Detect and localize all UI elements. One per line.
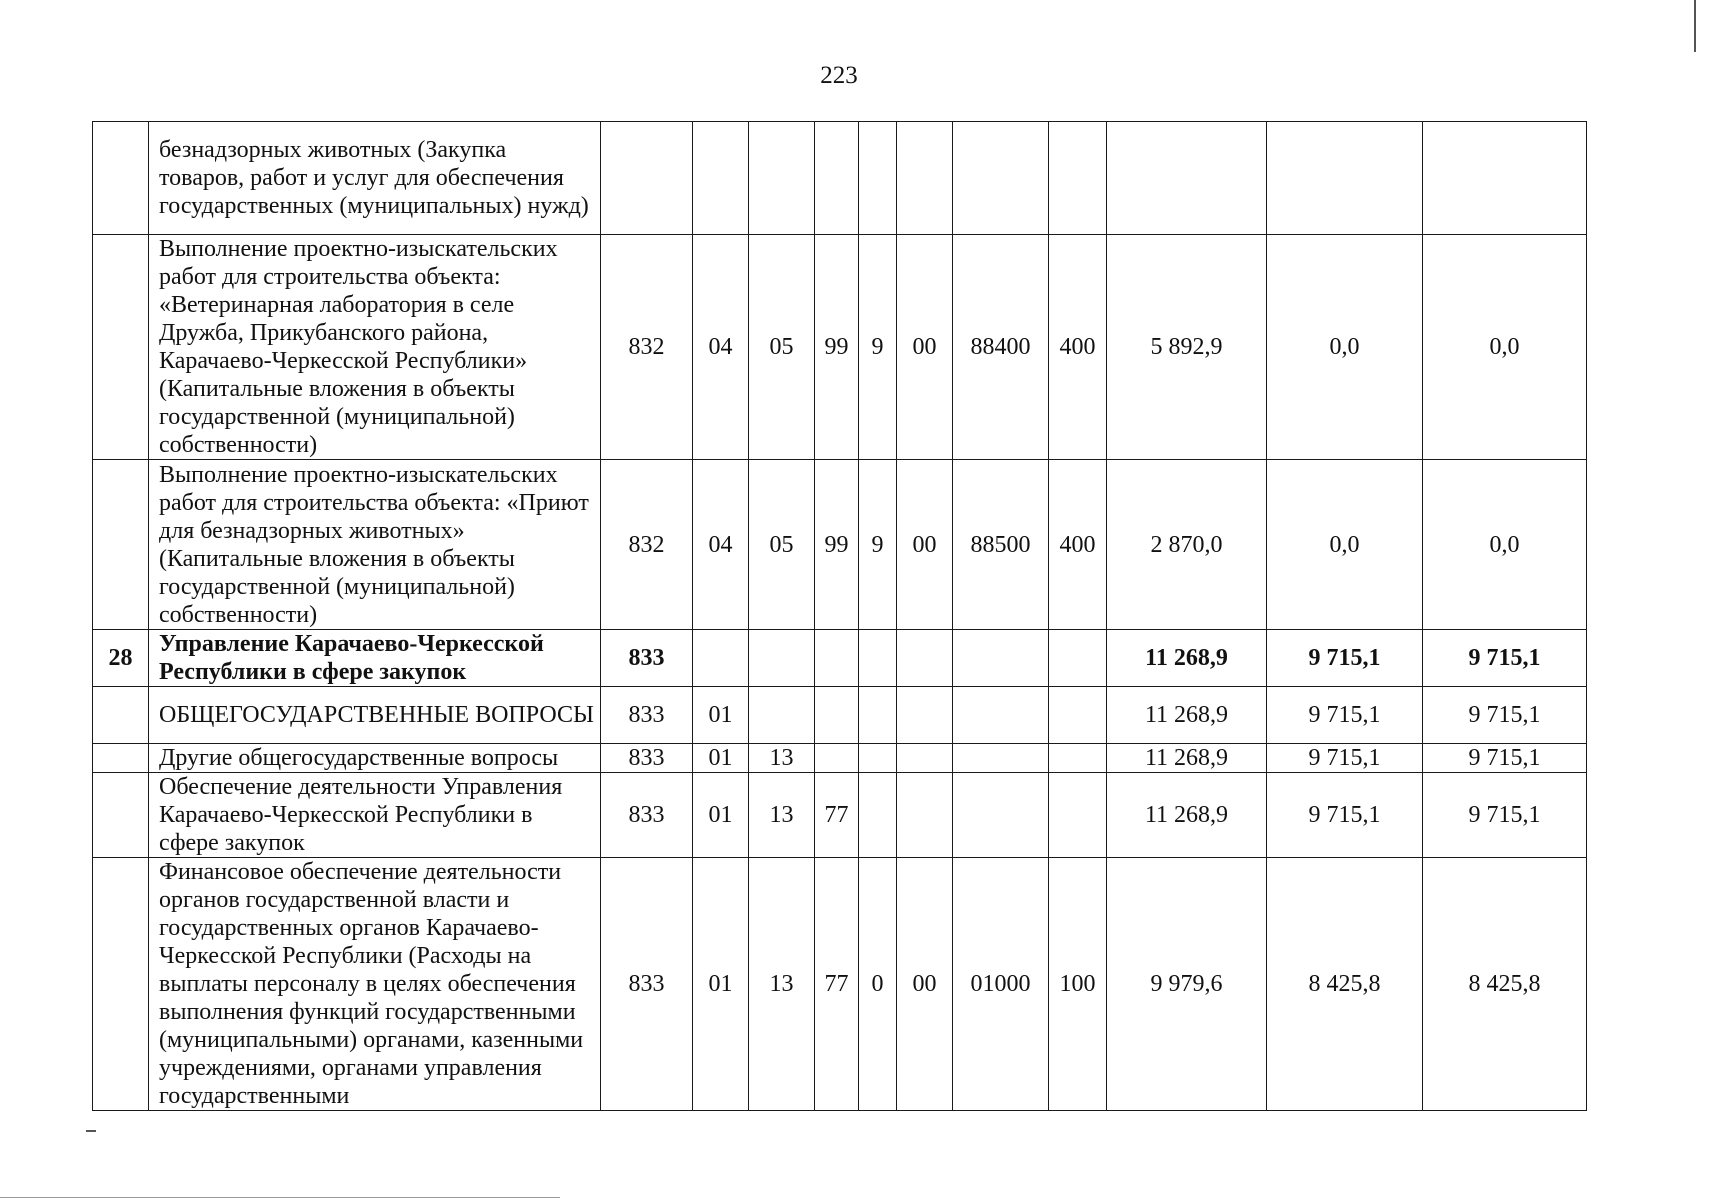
code-admin: 833 [601, 630, 693, 687]
code-direction: 01000 [953, 858, 1049, 1111]
row-description: Другие общегосударственные вопросы [149, 744, 601, 773]
code-section: 01 [693, 858, 749, 1111]
code-expense-type: 100 [1049, 858, 1107, 1111]
row-description: ОБЩЕГОСУДАРСТВЕННЫЕ ВОПРОСЫ [149, 687, 601, 744]
code-program: 77 [815, 858, 859, 1111]
code-subsection: 13 [749, 858, 815, 1111]
amount-year-3: 0,0 [1423, 460, 1587, 630]
amount-year-3: 9 715,1 [1423, 744, 1587, 773]
code-direction [953, 744, 1049, 773]
table-row [93, 744, 1587, 773]
row-number [93, 773, 149, 858]
row-description: безнадзорных животных (Закупка товаров, работ и услуг для обеспечения государственных (муниципальных) нужд) [149, 122, 601, 235]
table-row [93, 122, 1587, 235]
amount-year-2: 9 715,1 [1267, 773, 1423, 858]
code-subprogram: 9 [859, 235, 897, 460]
amount-year-2: 9 715,1 [1267, 630, 1423, 687]
code-section: 01 [693, 773, 749, 858]
amount-year-1: 11 268,9 [1107, 773, 1267, 858]
code-program [815, 630, 859, 687]
row-number [93, 122, 149, 235]
code-direction [953, 773, 1049, 858]
amount-year-1: 5 892,9 [1107, 235, 1267, 460]
code-section: 04 [693, 235, 749, 460]
code-admin: 833 [601, 744, 693, 773]
code-subprogram [859, 122, 897, 235]
code-subprogram [859, 630, 897, 687]
code-direction: 88500 [953, 460, 1049, 630]
page-number: 223 [820, 62, 858, 89]
code-section: 01 [693, 744, 749, 773]
code-expense-type [1049, 630, 1107, 687]
code-direction: 88400 [953, 235, 1049, 460]
scan-artifact-right [1694, 0, 1696, 52]
row-description: Выполнение проектно-изыскательских работ для строительства объекта: «Приют для безнадзорных животных» (Капитальные вложения в объекты государственной (муниципальной) собственности) [149, 460, 601, 630]
code-direction [953, 687, 1049, 744]
amount-year-2 [1267, 122, 1423, 235]
amount-year-2: 9 715,1 [1267, 687, 1423, 744]
code-section [693, 122, 749, 235]
code-direction [953, 630, 1049, 687]
code-admin: 832 [601, 460, 693, 630]
code-program [815, 122, 859, 235]
row-description: Обеспечение деятельности Управления Карачаево-Черкесской Республики в сфере закупок [149, 773, 601, 858]
row-description: Финансовое обеспечение деятельности органов государственной власти и государственных органов Карачаево-Черкесской Республики (Расходы на выплаты персоналу в целях обеспечения выполнения функций государственными (муниципальными) органами, казенными учреждениями, органами управления государственными [149, 858, 601, 1111]
code-subsection [749, 122, 815, 235]
budget-table [92, 121, 1587, 1111]
code-admin: 832 [601, 235, 693, 460]
amount-year-1: 11 268,9 [1107, 687, 1267, 744]
row-description: Управление Карачаево-Черкесской Республики в сфере закупок [149, 630, 601, 687]
code-subprogram [859, 687, 897, 744]
table-row [93, 460, 1587, 630]
amount-year-3 [1423, 122, 1587, 235]
code-expense-type: 400 [1049, 235, 1107, 460]
amount-year-3: 0,0 [1423, 235, 1587, 460]
code-expense-type [1049, 122, 1107, 235]
amount-year-1: 2 870,0 [1107, 460, 1267, 630]
code-admin: 833 [601, 687, 693, 744]
row-number [93, 460, 149, 630]
table-row [93, 858, 1587, 1111]
code-subprogram: 0 [859, 858, 897, 1111]
code-main-activity [897, 630, 953, 687]
row-description: Выполнение проектно-изыскательских работ для строительства объекта: «Ветеринарная лаборатория в селе Дружба, Прикубанского района, Карачаево-Черкесской Республики» (Капитальные вложения в объекты государственной (муниципальной) собственности) [149, 235, 601, 460]
code-program [815, 687, 859, 744]
code-admin: 833 [601, 858, 693, 1111]
amount-year-3: 9 715,1 [1423, 773, 1587, 858]
scan-artifact-left [86, 1130, 96, 1132]
amount-year-1: 11 268,9 [1107, 630, 1267, 687]
code-main-activity: 00 [897, 858, 953, 1111]
code-program [815, 744, 859, 773]
code-program: 99 [815, 460, 859, 630]
code-section: 04 [693, 460, 749, 630]
amount-year-2: 8 425,8 [1267, 858, 1423, 1111]
row-number [93, 858, 149, 1111]
code-main-activity: 00 [897, 460, 953, 630]
code-main-activity [897, 744, 953, 773]
amount-year-3: 9 715,1 [1423, 630, 1587, 687]
table-row [93, 773, 1587, 858]
amount-year-2: 0,0 [1267, 235, 1423, 460]
code-subsection: 13 [749, 744, 815, 773]
code-subsection [749, 687, 815, 744]
code-program: 99 [815, 235, 859, 460]
code-main-activity [897, 773, 953, 858]
code-section [693, 630, 749, 687]
code-subsection: 05 [749, 460, 815, 630]
code-section: 01 [693, 687, 749, 744]
code-subprogram [859, 744, 897, 773]
amount-year-2: 0,0 [1267, 460, 1423, 630]
amount-year-2: 9 715,1 [1267, 744, 1423, 773]
amount-year-1: 11 268,9 [1107, 744, 1267, 773]
table-row [93, 235, 1587, 460]
code-main-activity: 00 [897, 235, 953, 460]
scan-artifact-bottom [0, 1197, 560, 1198]
code-program: 77 [815, 773, 859, 858]
amount-year-1: 9 979,6 [1107, 858, 1267, 1111]
row-number: 28 [93, 630, 149, 687]
row-number [93, 687, 149, 744]
code-admin [601, 122, 693, 235]
table-row [93, 687, 1587, 744]
code-expense-type [1049, 687, 1107, 744]
code-subsection [749, 630, 815, 687]
row-number [93, 235, 149, 460]
amount-year-1 [1107, 122, 1267, 235]
table-row-section [93, 630, 1587, 687]
code-subsection: 13 [749, 773, 815, 858]
code-main-activity [897, 122, 953, 235]
code-subprogram [859, 773, 897, 858]
code-expense-type [1049, 744, 1107, 773]
code-direction [953, 122, 1049, 235]
amount-year-3: 8 425,8 [1423, 858, 1587, 1111]
code-admin: 833 [601, 773, 693, 858]
row-number [93, 744, 149, 773]
code-expense-type: 400 [1049, 460, 1107, 630]
code-subsection: 05 [749, 235, 815, 460]
code-expense-type [1049, 773, 1107, 858]
amount-year-3: 9 715,1 [1423, 687, 1587, 744]
code-subprogram: 9 [859, 460, 897, 630]
code-main-activity [897, 687, 953, 744]
